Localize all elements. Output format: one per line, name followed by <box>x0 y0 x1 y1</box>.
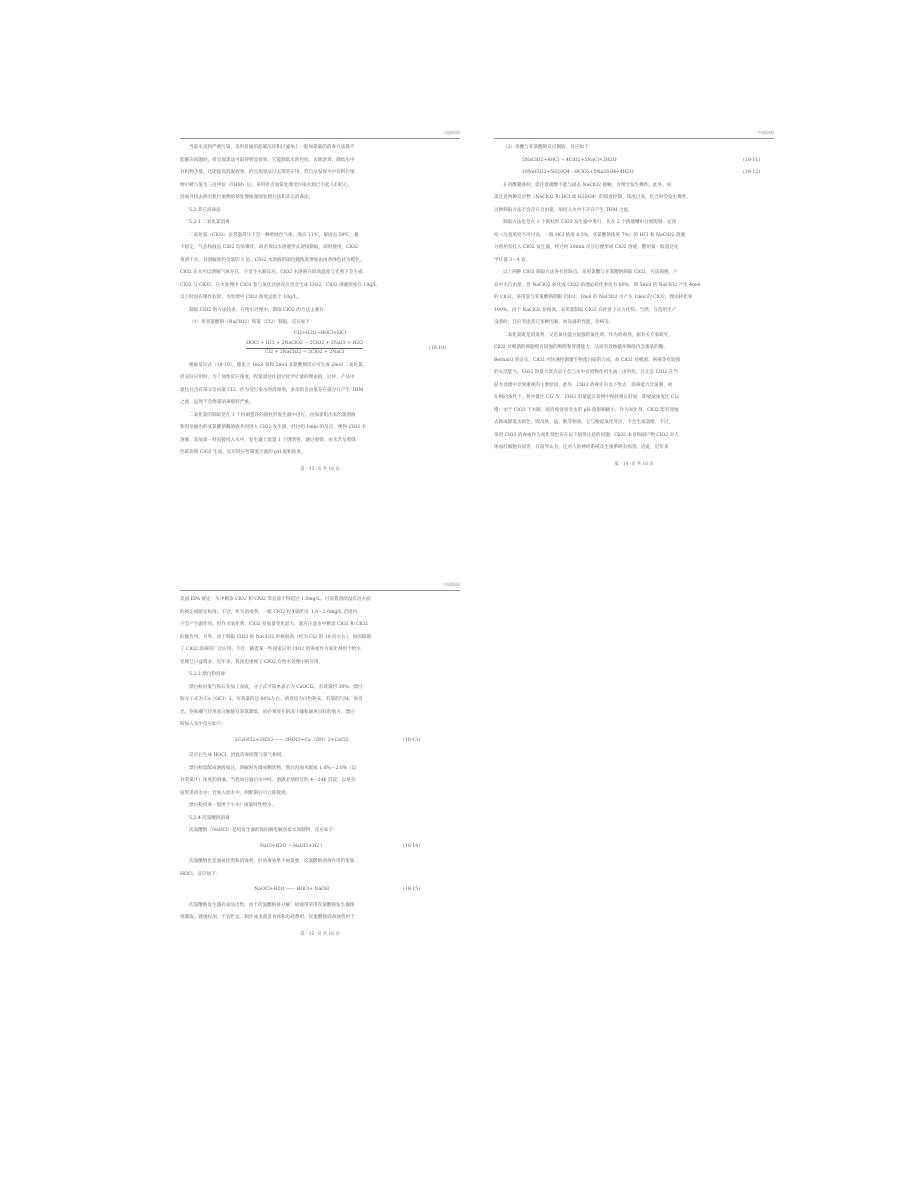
section-heading: 5.2.4 次氯酸钠消毒 <box>189 815 230 821</box>
text-line: 需注意两种反应物（NaClO2 和 HCl 或 H2SO4）的浓度控制，浓度过高，化合时会发生爆炸， <box>494 195 692 200</box>
equation-text: NaCl+H2O → NaOCl+H2↑ <box>259 843 324 849</box>
text-line: 以下时没有爆炸危险，水处理中 ClO2 浓度远低于 10g/L。 <box>180 295 302 300</box>
equation-number: (18-14) <box>403 843 420 849</box>
text-line: 体血红细胞有损害，有报导认为，还对人的神经系统及生殖系统有损害。因此，近年来 <box>494 445 669 450</box>
text-line: 就往往含有部分自由氯 Cl2。作为受污染水的消毒剂，多余的自由氯存在就存在产生 THM <box>180 387 364 393</box>
text-line: 以上两种 ClO2 制取方法各有优缺点。采用氯酸与亚氯酸钠制取 ClO2，方法简便，产 <box>503 270 678 275</box>
page-footer: 第 - 15 -页 共 16 页 <box>300 931 340 937</box>
text-line: 学计量 3～4 倍。 <box>494 257 531 263</box>
text-line: 了 ClO2 消毒的广泛应用。不过，随着某一些国家应用 ClO2 消毒或作为氧化剂用于给水 <box>180 647 361 652</box>
text-line: 漂白粉需配成溶液加注，溶解时先调成糊状物，然后再加水配成 1.0%～2.0%（以 <box>189 765 357 771</box>
text-line: 的 ClO2。采用氯与亚氯酸钠制取 ClO2，1mol 的 NaClO2 可产生 1mol 的 ClO2，理论转化率 <box>494 295 693 300</box>
equation-fraction <box>180 340 460 357</box>
page-header: 内部资料 <box>494 128 774 139</box>
text-line: 粉加入水中反应如下： <box>180 722 226 727</box>
text-line: 之虑，虽然不会像氯消毒那样严重。 <box>180 400 254 405</box>
equation-text: Cl2+H2O→HOCl+HCl <box>294 330 346 336</box>
text-line: 溶液，雷加氯一样直接投入水中。发生器上设置 1 个透明管，通过观察，由水若呈黄绿 <box>180 437 356 443</box>
text-line: 的副作用。另外，由于制取 ClO2 的 NaClO2 价格很高（约为 Cl2 的 10 倍左右），因而限制 <box>180 634 372 640</box>
equation-text: NaOCl+H2O —— HOCl+ NaOH <box>254 887 329 892</box>
document-page-13 <box>180 128 460 476</box>
equation-number: (18-13) <box>403 737 420 743</box>
text-line: Bernard 曾证实，ClO2 可快速控制微生物蛋白质的合成，故 ClO2 对细菌、病毒等有较强 <box>494 357 681 363</box>
text-line: 因而寻找去除有机污染物的预处理或深度处理方法和其它消毒法。 <box>180 195 314 200</box>
text-line: 有效氯计）浓度的溶液。当投加在滤后水中时，溶液必须经过约 4～24h 沉淀，以免杂 <box>180 778 356 783</box>
text-line: 次氯酸钠发生器有成品出售。由于次氯酸钠易分解，故通常采用次氯酸钠发生器现 <box>189 902 355 908</box>
text-line: 质带进清水中；若加入原水中，则配制后可立即使用。 <box>180 790 291 796</box>
text-line: 这种制取方法不会存在自由氯，故投入水中不存在产生 THM 之虑。 <box>494 207 633 213</box>
equation <box>180 330 460 338</box>
text-line: 漂白粉由氯气和石灰加工而成，分子式可简单表示为 CaOCl2，有效氯约 30%。漂白 <box>189 684 363 690</box>
text-line: 漂白粉消毒一般用于小水厂或临时性给水。 <box>189 803 277 808</box>
page-header: 内部资料 <box>180 580 460 591</box>
text-line: 制取 ClO2 的方法较多，在给水处理中，制取 ClO2 的方法主要有： <box>189 307 329 313</box>
text-line: （1）用亚氯酸钠（NaClO2）和氯（Cl2）制取，反应如下： <box>189 320 315 325</box>
text-line: 美国 EPA 规定：水中剩余 ClO2 和 ClO2 等总量不得超过 1.0mg/L。目前我国尚没有这方面 <box>180 597 371 602</box>
equation <box>494 167 774 180</box>
equation-number: (18-15) <box>403 887 420 892</box>
text-line: 能解决问题时，折点加氯法可取得明显效果，它能降低水的色度，去除恶臭，降低水中 <box>180 157 355 163</box>
text-line: 100%。由于 NaClO2 价格高，采用氯制取 ClO2 在经济上应占优势。当然，在选用生产 <box>494 307 677 313</box>
equation <box>494 155 774 168</box>
text-line: （2）用酸与亚氯酸钠反应制取，反应如下： <box>503 145 594 150</box>
equation-number: (18-10) <box>429 345 446 351</box>
text-line: 物可被与氯生三卤甲烷（THM）后，采用折点加氯处理受污染水源已引起人们担心， <box>180 182 353 188</box>
document-page-14 <box>494 128 774 471</box>
equation-text: 2CaOCl2+2H2O —— 2HOCl+Ca（OH）2+CaCl2 <box>234 737 349 743</box>
text-line: 设备时，还应考虑其它各种因素，如设备的性能，价格等。 <box>494 320 614 325</box>
text-line: 处理已日益增多，近年来，我国也重视了 ClO2 在给水处理中的应用。 <box>180 659 324 665</box>
fraction-numerator: HOCl + HCl + 2NaClO2 → 2ClO2 + 2NaCl + H2O <box>246 340 363 349</box>
equation-text: 10NaClO2+5H2SO4 →8ClO2+5Na2SO4+4H2O <box>522 170 634 175</box>
text-line: 光、热和潮气作用而分解使有效氯降低，故必须放在阴凉干燥和通风良好的地方。漂白 <box>180 709 355 715</box>
text-line: 粉分子式为 Ca（OCl）2，有效氯约达 60%左右。两者均为白色粉末，有氯的气味，易受 <box>180 697 363 702</box>
text-line: 反应后生成 HOCl，因此消毒原理与氯气相同。 <box>189 753 286 758</box>
text-line: ClO2 对细菌的细胞壁有较强的吸附和穿透能力，从而有效地破坏细菌内含巯基的酶。 <box>494 345 668 350</box>
text-line: 场制取，就地投加，不宜贮运。制作成本就是食盐和电耗费用。次氯酸钠消毒通常用于 <box>180 915 355 920</box>
text-line: 制取方法也是在 1 个圆柱形 ClO2 发生器中进行。先在 2 个溶液槽中分别配制一定浓 <box>503 220 677 225</box>
equation-number: (18-11) <box>743 157 760 163</box>
equation <box>180 884 460 897</box>
equation <box>180 735 460 748</box>
text-line: 根据反应式（18-10），理论上 1mol 氯和 2mol 亚氯酸钠反应可生成 2mol 二氧化氯。 <box>189 362 368 368</box>
fraction <box>246 340 363 357</box>
document-page-15 <box>180 580 460 941</box>
text-line: 在用酸制备时，需注意硫酸不能与固态 NaClO2 接触，否则会发生爆炸。此外，尚 <box>503 182 672 188</box>
text-line: 品中无自由氯，但 NaClO2 转化成 ClO2 的理论转化率仅为 80%，即 5mol 的 NaClO2 产生 4mol <box>494 282 701 288</box>
text-line: 和用泵抽出的亚氯酸钠稀溶液共同进入 ClO2 发生器，经过约 1min 的反应，便得 ClO2 水 <box>180 425 367 430</box>
text-line: 前水处理中受到重视的主要原因。此外，ClO2 消毒还有以下优点：消毒能力比氯强，故 <box>494 382 673 388</box>
equation <box>180 841 460 854</box>
text-line: 去除或降低水的色、嗅及铁、锰、酚等物质。它与酚起氧化反应，不会生成氯酚。不过， <box>494 420 674 425</box>
text-line: 有机物含量，还能提高混凝效果。折点加氯法过去常常应用，但自从发现水中有机污染 <box>180 170 355 175</box>
text-line: 的灭活能力。ClO2 的最大优点是不会与水中有机物作用生成三卤甲烷。这正是 ClO2 在当 <box>494 370 678 375</box>
page-footer: 第 - 14 -页 共 16 页 <box>614 461 654 467</box>
equation-text: 5NaClO2+4HCl → 4ClO2+5NaCl+2H2O <box>522 157 617 163</box>
text-line: 在相同条件下，投中量比 Cl2 少；ClO2 余量能在管网中保持很长时间，即衰减速度比 Cl2 <box>494 395 679 400</box>
text-line: 二氧化氯既是消毒剂，又是氧化能力很强的氧化剂。作为消毒剂，据有关专家研究， <box>503 332 673 338</box>
section-heading: 5.2.3 漂白粉消毒 <box>189 672 226 677</box>
text-line: 次氯酸钠（NaOCl）是用发生器的钛阳极电解食盐水而制得，反应如下： <box>189 828 338 833</box>
text-line: 色即表明 ClO2 生成。反应时应控制混合液的 pH 值和浓度。 <box>180 450 306 455</box>
text-line: 不会产生副作用。但作为氧化剂，ClO2 投加量变化较大，就应注意水中剩余 ClO2 和 ClO2 <box>180 622 368 627</box>
text-line: ClO2 与 ClO3，在水处理中 ClO2 参与氧化还原反应也会生成 ClO2。ClO2 溶液浓度在 10g/L <box>180 282 377 288</box>
text-line: ClO2 在水中以溶解气体存在，不发生水解反应。ClO2 水溶液在较高温度与光照下会生成 <box>180 270 363 275</box>
equation-number: (18-12) <box>743 170 760 175</box>
text-line: 不稳定，气态和液态 ClO2 均易爆炸，故必须以水溶液形式现场制取，即时使用。ClO2 <box>180 245 358 250</box>
text-line: 但实际应用时，为了加快反应速度，投氯量往往超过化学计量的理论值，这样，产品中 <box>180 375 355 380</box>
text-line: 分别用泵打入 ClO2 发生器，经过约 20min 反应后便形成 ClO2 溶液。酸用量一般超过化 <box>494 245 679 250</box>
text-line: 二氧化氯的制取是在 1 个内填瓷环的圆柱形发生器中进行。由加氯机出来的氯溶液 <box>189 412 356 418</box>
text-line: 二氧化氯（ClO2）在常温常压下是一种黄绿色气体，沸点 11℃，凝固点-59℃，极 <box>189 232 359 238</box>
text-line: 次氯酸钠也是强氧化剂和消毒剂，但消毒效果不如氯强。次氯酸钠消毒作用仍依靠 <box>189 859 355 864</box>
section-heading: 5.2.1 二氧化氯消毒 <box>189 220 230 225</box>
page-header: 内部资料 <box>180 128 460 139</box>
text-line: 采用 ClO2 消毒或作为氧化剂也存在以下值得注意的问题：ClO2 本身和副产物 ClO2 对人 <box>494 432 679 438</box>
fraction-denominator: Cl2 + 2NaClO2 → 2ClO2 + 2NaCl <box>265 349 344 355</box>
text-line: 当前水受到严重污染，采用普通的混凝沉淀和过滤加上一般加氯量的消毒方法都不 <box>189 145 355 150</box>
text-line: 慢；由于 ClO2 不水解，故消毒效果受水的 pH 值影响极小。作为氧化剂，ClO2 能有效地 <box>494 407 679 413</box>
page-footer: 第 - 13 -页 共 16 页 <box>300 466 340 472</box>
section-heading: 5.2 其它消毒法 <box>189 207 221 213</box>
text-line: 的规定或限定标准。不过，作为消毒剂，一般 ClO2 投加量约在 1.0～2.0mg/L 范围内， <box>180 609 362 615</box>
text-line: 易溶于水，其溶解度约为氯的 5 倍。ClO2 水溶液的颜色随浓度增加由由黄绿色转为橙色。 <box>180 257 365 263</box>
text-line: HOCl，反应如下： <box>180 871 221 877</box>
text-line: 度（注意浓度不可过高，一般 HCl 浓度 8.5%，亚氯酸钠浓度 7%）的 HCl 和 NaClO2 溶液， <box>494 232 690 238</box>
